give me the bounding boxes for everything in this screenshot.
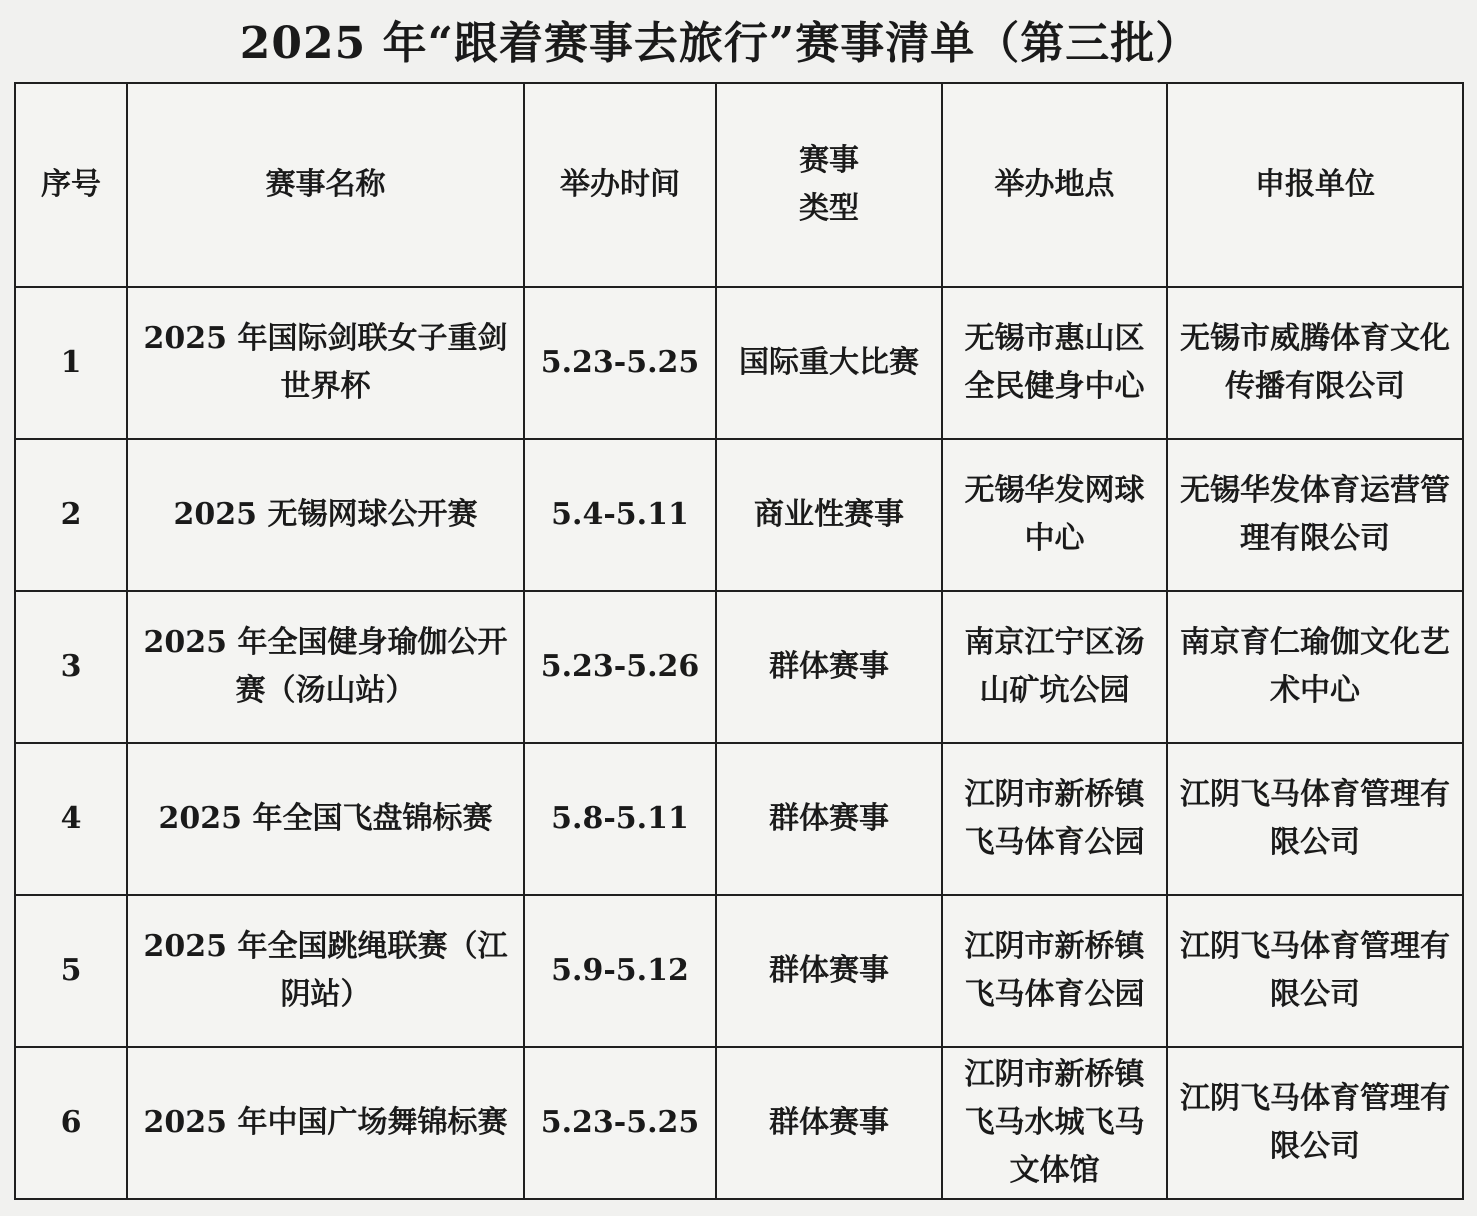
cell-unit: 南京育仁瑜伽文化艺术中心 (1167, 591, 1463, 743)
cell-unit: 江阴飞马体育管理有限公司 (1167, 743, 1463, 895)
cell-name: 2025 年国际剑联女子重剑世界杯 (127, 287, 524, 439)
header-location: 举办地点 (942, 83, 1167, 287)
table-row (15, 1047, 1463, 1199)
cell-time: 5.4-5.11 (524, 439, 716, 591)
cell-location: 江阴市新桥镇飞马水城飞马文体馆 (942, 1047, 1167, 1199)
cell-index: 4 (15, 743, 127, 895)
cell-time: 5.23-5.25 (524, 1047, 716, 1199)
header-type (716, 83, 942, 287)
table-row (15, 439, 1463, 591)
cell-index: 2 (15, 439, 127, 591)
cell-index: 5 (15, 895, 127, 1047)
cell-time: 5.23-5.25 (524, 287, 716, 439)
table-row (15, 743, 1463, 895)
cell-unit: 无锡市威腾体育文化传播有限公司 (1167, 287, 1463, 439)
cell-name: 2025 年中国广场舞锦标赛 (127, 1047, 524, 1199)
document-title: 2025 年“跟着赛事去旅行”赛事清单（第三批） (239, 18, 1201, 69)
cell-location: 南京江宁区汤山矿坑公园 (942, 591, 1167, 743)
cell-name: 2025 年全国健身瑜伽公开赛（汤山站） (127, 591, 524, 743)
table-body (15, 287, 1463, 1199)
cell-name: 2025 无锡网球公开赛 (127, 439, 524, 591)
cell-location: 无锡市惠山区全民健身中心 (942, 287, 1167, 439)
cell-index: 1 (15, 287, 127, 439)
cell-location: 无锡华发网球中心 (942, 439, 1167, 591)
cell-type: 国际重大比赛 (716, 287, 942, 439)
cell-index: 3 (15, 591, 127, 743)
table-header (15, 83, 1463, 287)
cell-time: 5.8-5.11 (524, 743, 716, 895)
cell-type: 群体赛事 (716, 895, 942, 1047)
cell-time: 5.9-5.12 (524, 895, 716, 1047)
events-table (14, 82, 1464, 1200)
header-name: 赛事名称 (127, 83, 524, 287)
cell-unit: 江阴飞马体育管理有限公司 (1167, 895, 1463, 1047)
cell-type: 群体赛事 (716, 1047, 942, 1199)
cell-type: 商业性赛事 (716, 439, 942, 591)
cell-name: 2025 年全国跳绳联赛（江阴站） (127, 895, 524, 1047)
table-row (15, 895, 1463, 1047)
cell-unit: 江阴飞马体育管理有限公司 (1167, 1047, 1463, 1199)
header-type-label: 赛事类型 (799, 143, 859, 226)
cell-unit: 无锡华发体育运营管理有限公司 (1167, 439, 1463, 591)
cell-type: 群体赛事 (716, 591, 942, 743)
cell-type: 群体赛事 (716, 743, 942, 895)
table-row (15, 591, 1463, 743)
cell-location: 江阴市新桥镇飞马体育公园 (942, 743, 1167, 895)
cell-index: 6 (15, 1047, 127, 1199)
cell-time: 5.23-5.26 (524, 591, 716, 743)
cell-name: 2025 年全国飞盘锦标赛 (127, 743, 524, 895)
header-row (15, 83, 1463, 287)
cell-location: 江阴市新桥镇飞马体育公园 (942, 895, 1167, 1047)
header-index: 序号 (15, 83, 127, 287)
header-unit: 申报单位 (1167, 83, 1463, 287)
header-time: 举办时间 (524, 83, 716, 287)
table-row (15, 287, 1463, 439)
